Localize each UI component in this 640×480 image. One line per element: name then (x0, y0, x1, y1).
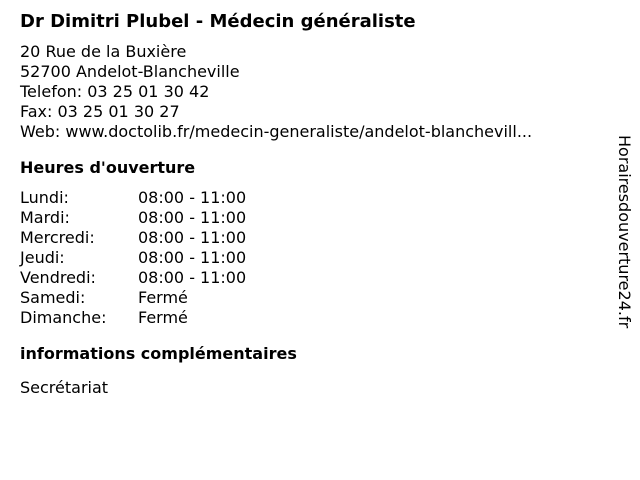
hours-row (20, 308, 600, 328)
hours-day: Lundi: (20, 188, 69, 207)
hours-row (20, 208, 600, 228)
hours-time: 08:00 - 11:00 (138, 208, 247, 227)
contact-block (20, 42, 600, 142)
hours-row (20, 188, 600, 208)
fax-number: Fax: 03 25 01 30 27 (20, 102, 180, 121)
hours-day: Vendredi: (20, 268, 96, 287)
brand-sidebar (610, 135, 634, 375)
hours-row (20, 228, 600, 248)
listing-content (20, 10, 600, 398)
hours-row (20, 288, 600, 308)
hours-heading: Heures d'ouverture (20, 158, 196, 177)
hours-day: Jeudi: (20, 248, 65, 267)
address-street: 20 Rue de la Buxière (20, 42, 187, 61)
brand-watermark[interactable]: Horairesdouverture24.fr (615, 135, 634, 329)
hours-time: 08:00 - 11:00 (138, 248, 247, 267)
hours-day: Mercredi: (20, 228, 95, 247)
hours-day: Dimanche: (20, 308, 107, 327)
phone-number: Telefon: 03 25 01 30 42 (20, 82, 210, 101)
hours-time: 08:00 - 11:00 (138, 188, 247, 207)
address-city: 52700 Andelot-Blancheville (20, 62, 240, 81)
hours-time: 08:00 - 11:00 (138, 228, 247, 247)
hours-time: Fermé (138, 308, 188, 327)
info-heading: informations complémentaires (20, 344, 297, 363)
info-text: Secrétariat (20, 378, 109, 397)
hours-row (20, 268, 600, 288)
hours-day: Mardi: (20, 208, 70, 227)
hours-day: Samedi: (20, 288, 86, 307)
website-link[interactable]: Web: www.doctolib.fr/medecin-generaliste/andelot-blanchevill... (20, 122, 533, 141)
page-title: Dr Dimitri Plubel - Médecin généraliste (20, 11, 416, 32)
hours-time: 08:00 - 11:00 (138, 268, 247, 287)
hours-time: Fermé (138, 288, 188, 307)
hours-row (20, 248, 600, 268)
hours-table (20, 188, 600, 328)
